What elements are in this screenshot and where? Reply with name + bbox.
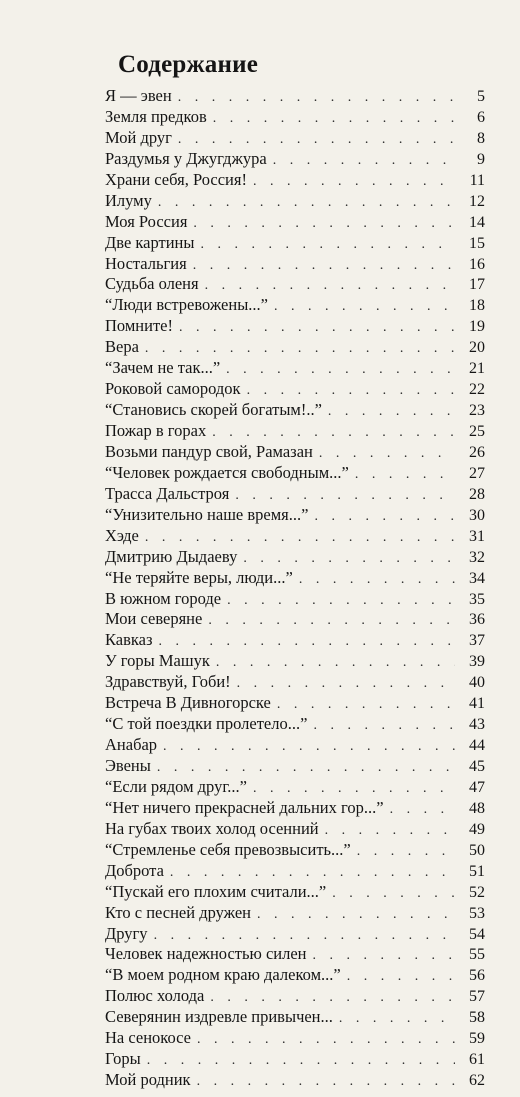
toc-entry-page-number: 26 [469,443,485,461]
toc-entry [105,128,485,149]
toc-entry [105,589,485,610]
toc-entry-title: Трасса Дальстроя [105,483,230,503]
dot-leader [163,737,455,758]
toc-entry-page-number: 45 [469,758,485,775]
toc-entry-page-number: 43 [469,716,485,734]
dot-leader [299,570,455,591]
page-title: Содержание [118,51,259,78]
dot-leader [253,779,455,800]
toc-entry-title: Мой друг [105,127,172,147]
toc-entry [105,379,485,400]
dot-leader [147,1051,455,1072]
toc-entry-title: Кавказ [105,630,153,650]
dot-leader [208,611,455,632]
toc-entry-page-number: 20 [469,339,485,357]
toc-entry-title: Моя Россия [105,211,188,231]
toc-entry-title: Хэде [105,525,139,545]
toc-entry-title: У горы Машук [105,651,210,671]
toc-entry-title: На сенокосе [105,1028,191,1048]
toc-entry-title: “Пускай его плохим считали...” [105,881,327,901]
toc-entry [105,170,485,191]
toc-entry-title: Горы [105,1049,141,1069]
toc-entry [105,986,485,1007]
toc-entry [105,212,485,233]
toc-entry-page-number: 40 [469,674,485,692]
toc-entry-title: Ностальгия [105,253,187,273]
toc-entry-page-number: 52 [469,883,485,901]
toc-entry-page-number: 11 [469,171,485,189]
toc-entry-page-number: 14 [469,213,485,231]
dot-leader [313,716,455,737]
toc-entry-page-number: 48 [469,799,485,817]
toc-entry [105,840,485,861]
toc-entry-page-number: 15 [469,234,485,252]
toc-entry-title: Роковой самородок [105,379,241,399]
toc-entry-title: Помните! [105,316,173,336]
toc-entry [105,1049,485,1070]
toc-entry-page-number: 55 [469,946,485,964]
toc-entry-title: “Не теряйте веры, люди...” [105,567,293,587]
dot-leader [277,695,455,716]
toc-entry-title: Илуму [105,190,152,210]
toc-entry [105,630,485,651]
toc-entry [105,254,485,275]
toc-entry [105,274,485,295]
toc-entry-page-number: 51 [469,862,485,880]
dot-leader [237,674,455,695]
toc-entry-title: “Люди встревожены...” [105,295,268,315]
toc-entry-title: Встреча В Дивногорске [105,693,271,713]
toc-entry [105,86,485,107]
table-of-contents [105,86,485,1091]
toc-entry [105,526,485,547]
toc-entry-title: Возьми пандур свой, Рамазан [105,441,313,461]
toc-entry [105,568,485,589]
toc-entry [105,107,485,128]
toc-entry [105,735,485,756]
toc-entry-title: “Человек рождается свободным...” [105,462,349,482]
toc-entry [105,547,485,568]
toc-entry-page-number: 28 [469,485,485,503]
toc-entry [105,651,485,672]
dot-leader [274,297,455,318]
dot-leader [193,256,455,277]
dot-leader [347,967,455,988]
toc-entry-page-number: 8 [477,129,485,147]
dot-leader [145,339,455,360]
toc-entry [105,1028,485,1049]
toc-entry [105,421,485,442]
toc-entry-page-number: 59 [469,1030,485,1048]
dot-leader [357,842,455,863]
toc-entry-page-number: 25 [469,423,485,440]
dot-leader [325,821,455,842]
toc-entry [105,798,485,819]
dot-leader [355,465,455,486]
toc-entry [105,191,485,212]
toc-entry-title: “Если рядом друг...” [105,776,247,796]
toc-entry-page-number: 22 [469,381,485,399]
toc-entry-page-number: 6 [477,108,485,126]
toc-entry [105,861,485,882]
toc-entry-title: Здравствуй, Гоби! [105,672,231,692]
toc-entry [105,903,485,924]
toc-entry-title: Доброта [105,860,164,880]
toc-entry-page-number: 61 [469,1051,485,1069]
dot-leader [313,946,455,967]
toc-entry-page-number: 36 [469,611,485,629]
toc-entry-title: Пожар в горах [105,421,207,440]
dot-leader [193,214,455,235]
dot-leader [332,884,455,905]
dot-leader [197,1072,455,1093]
toc-entry [105,1007,485,1028]
toc-entry-title: На губах твоих холод осенний [105,818,319,838]
toc-entry-title: Земля предков [105,106,207,126]
toc-entry-page-number: 39 [469,653,485,671]
toc-entry-title: Человек надежностью силен [105,944,307,964]
toc-entry-page-number: 58 [469,1009,485,1027]
toc-entry [105,316,485,337]
toc-entry [105,882,485,903]
toc-entry-title: Мой родник [105,1070,191,1090]
toc-entry-title: “Унизительно наше время...” [105,504,309,524]
toc-entry-title: “Становись скорей богатым!..” [105,400,322,420]
toc-entry [105,358,485,379]
toc-entry-page-number: 37 [469,632,485,650]
toc-entry [105,756,485,777]
toc-entry-page-number: 56 [469,967,485,985]
toc-entry [105,924,485,945]
toc-entry-page-number: 49 [469,820,485,838]
toc-entry-page-number: 62 [469,1072,485,1090]
toc-entry [105,463,485,484]
toc-entry-title: Две картины [105,232,195,252]
toc-entry-page-number: 12 [469,192,485,210]
dot-leader [178,130,455,151]
toc-entry-title: Храни себя, Россия! [105,169,247,189]
dot-leader [235,486,455,507]
dot-leader [159,632,455,653]
toc-entry [105,442,485,463]
dot-leader [158,193,455,214]
toc-entry-title: Кто с песней дружен [105,902,251,922]
dot-leader [314,507,455,528]
toc-entry-page-number: 18 [469,297,485,315]
dot-leader [339,1009,455,1030]
toc-entry [105,944,485,965]
toc-entry-title: “Стремленье себя превозвысить...” [105,839,351,859]
dot-leader [157,758,455,779]
toc-entry [105,693,485,714]
dot-leader [257,905,455,926]
toc-entry [105,149,485,170]
dot-leader [243,549,455,570]
toc-entry-page-number: 50 [469,841,485,859]
dot-leader [210,988,455,1009]
dot-leader [319,444,455,465]
dot-leader [253,172,455,193]
dot-leader [328,402,455,423]
dot-leader [197,1030,455,1051]
toc-entry-page-number: 44 [469,737,485,755]
dot-leader [154,926,455,947]
dot-leader [179,318,455,339]
toc-entry-page-number: 57 [469,988,485,1006]
toc-entry-title: Северянин издревле привычен... [105,1007,333,1027]
toc-entry-page-number: 32 [469,548,485,566]
toc-entry-title: Другу [105,923,148,943]
toc-entry [105,965,485,986]
toc-entry [105,295,485,316]
dot-leader [247,381,455,402]
toc-entry [105,505,485,526]
toc-entry [105,672,485,693]
toc-entry-title: Вера [105,337,139,357]
toc-entry-title: Я — эвен [105,86,172,105]
dot-leader [216,653,455,674]
toc-entry-page-number: 47 [469,778,485,796]
toc-entry-title: В южном городе [105,588,222,608]
toc-entry-page-number: 35 [469,590,485,608]
dot-leader [273,151,455,172]
toc-entry-title: Эвены [105,756,151,775]
toc-entry-page-number: 23 [469,402,485,420]
toc-entry [105,819,485,840]
toc-entry-title: “С той поездки пролетело...” [105,714,308,734]
dot-leader [170,863,455,884]
toc-entry-page-number: 34 [469,569,485,587]
toc-entry-title: “В моем родном краю далеком...” [105,965,341,985]
toc-entry-title: Анабар [105,735,158,755]
toc-entry-page-number: 21 [469,360,485,378]
dot-leader [212,423,455,444]
toc-entry-page-number: 17 [469,276,485,294]
dot-leader [390,800,455,821]
toc-entry-page-number: 30 [469,506,485,524]
dot-leader [205,276,455,297]
toc-entry-title: “Нет ничего прекрасней дальних гор...” [105,797,384,817]
toc-entry-page-number: 54 [469,925,485,943]
dot-leader [145,528,455,549]
toc-entry [105,484,485,505]
toc-entry-page-number: 27 [469,464,485,482]
toc-entry [105,337,485,358]
toc-entry [105,1070,485,1091]
dot-leader [227,591,455,612]
toc-entry-page-number: 41 [469,695,485,713]
toc-entry-page-number: 9 [477,150,485,168]
toc-entry-title: Полюс холода [105,986,205,1006]
toc-entry-title: Дмитрию Дыдаеву [105,546,238,566]
dot-leader [178,88,455,109]
toc-entry-page-number: 19 [469,318,485,336]
dot-leader [226,360,455,381]
toc-entry [105,233,485,254]
toc-entry [105,714,485,735]
toc-entry-page-number: 16 [469,255,485,273]
toc-entry [105,609,485,630]
toc-entry [105,400,485,421]
toc-entry-page-number: 53 [469,904,485,922]
dot-leader [213,109,455,130]
toc-entry-title: Судьба оленя [105,274,199,294]
toc-entry-title: Мои северяне [105,609,203,629]
toc-entry-title: “Зачем не так...” [105,358,221,378]
toc-entry-title: Раздумья у Джугджура [105,148,267,168]
dot-leader [200,235,455,256]
toc-entry-page-number: 5 [477,88,485,105]
toc-entry-page-number: 31 [469,527,485,545]
toc-entry [105,777,485,798]
